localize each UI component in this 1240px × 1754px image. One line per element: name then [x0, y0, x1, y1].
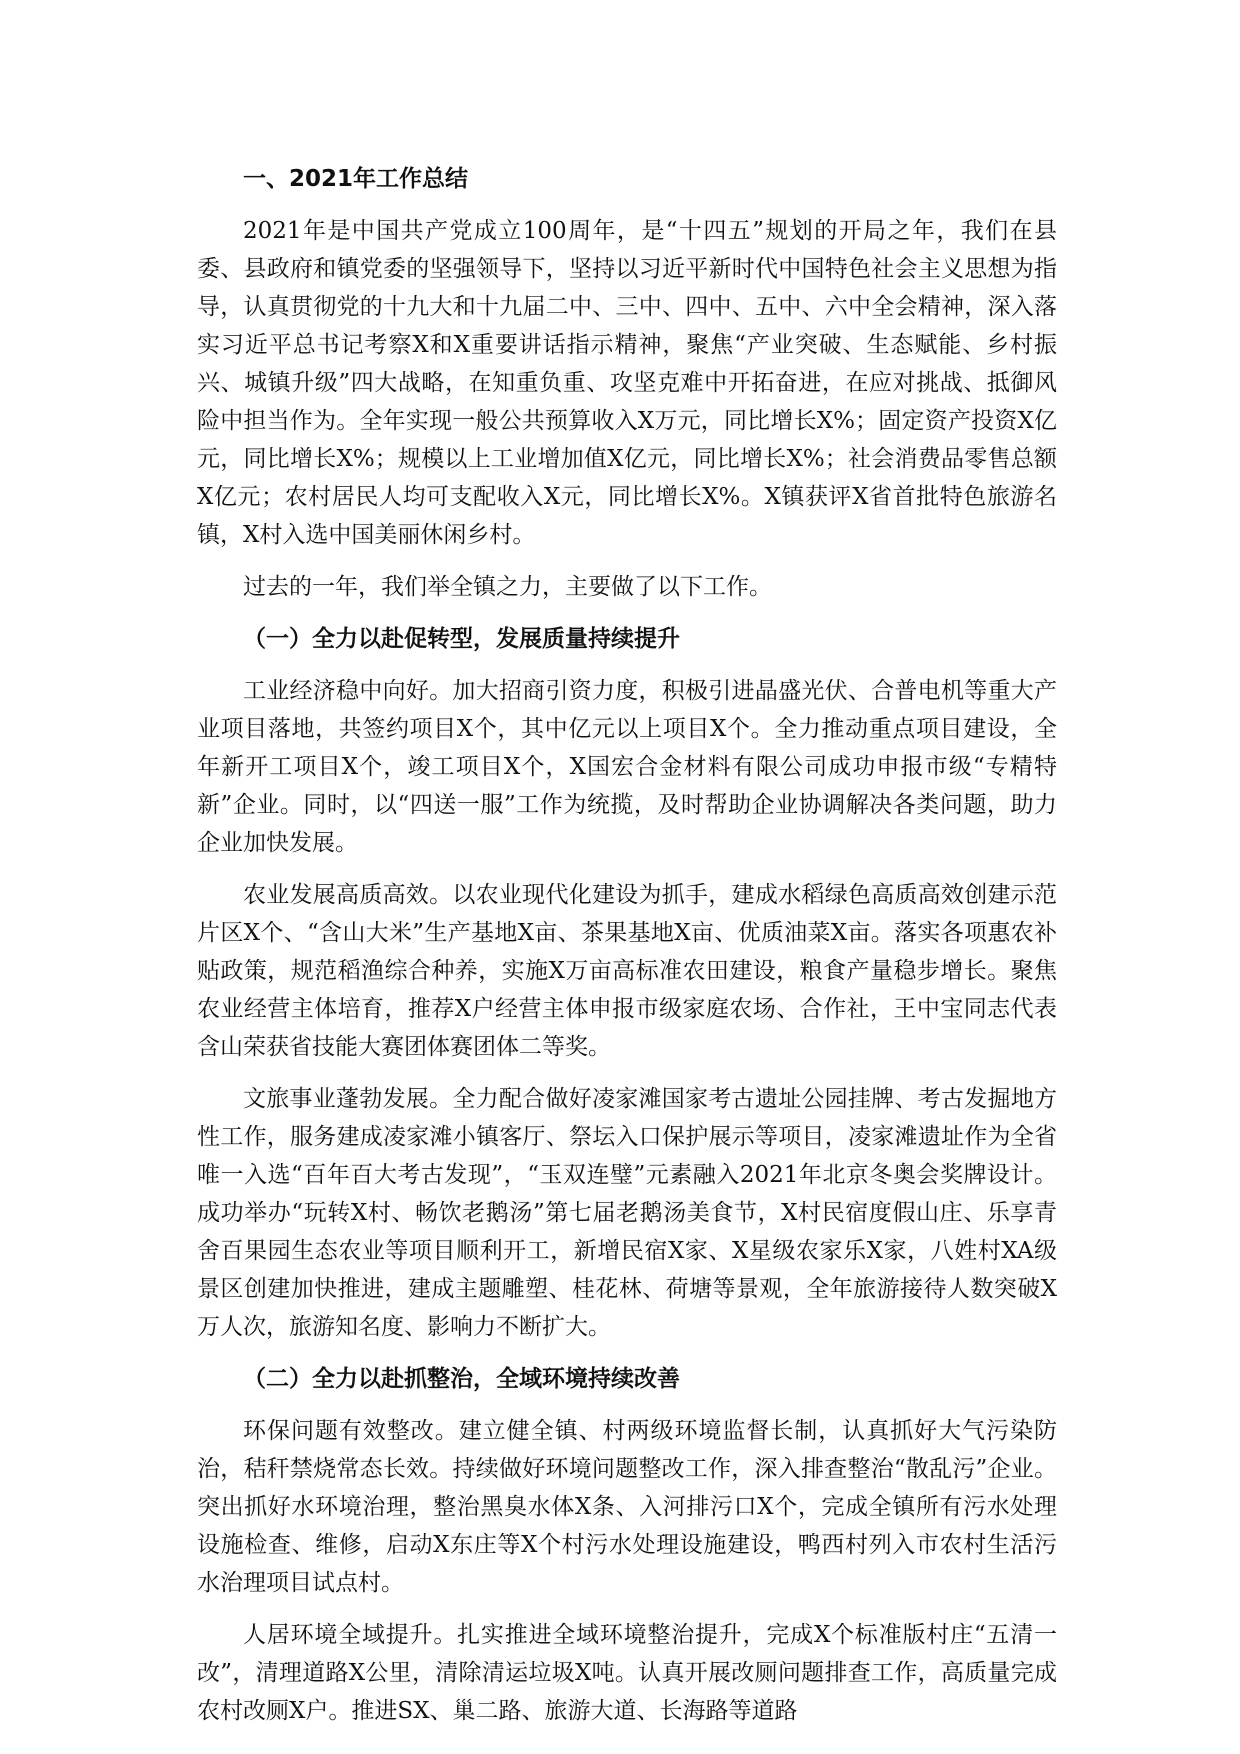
- paragraph-summary: 过去的一年，我们举全镇之力，主要做了以下工作。: [243, 574, 772, 600]
- subheading-rectification: （二）全力以赴抓整治，全域环境持续改善: [243, 1366, 680, 1392]
- subheading-transformation: （一）全力以赴促转型，发展质量持续提升: [243, 626, 680, 652]
- paragraph-agriculture: 农业发展高质高效。以农业现代化建设为抓手，建成水稻绿色高质高效创建示范片区X个、“含山大米”生产基地X亩、茶果基地X亩、优质油菜X亩。落实各项惠农补贴政策，规范稻渔综合种养，实施X万亩高标准农田建设，粮食产量稳步增长。聚焦农业经营主体培育，推荐X户经营主体申报市级家庭农场、合作社，王中宝同志代表含山荣获省技能大赛团体赛团体二等奖。: [197, 882, 1057, 1060]
- paragraph-living-environment: 人居环境全域提升。扎实推进全域环境整治提升，完成X个标准版村庄“五清一改”，清理道路X公里，清除清运垃圾X吨。认真开展改厕问题排查工作，高质量完成农村改厕X户。推进SX、巢二路、旅游大道、长海路等道路: [197, 1622, 1057, 1724]
- paragraph-industry: 工业经济稳中向好。加大招商引资力度，积极引进晶盛光伏、合普电机等重大产业项目落地，共签约项目X个，其中亿元以上项目X个。全力推动重点项目建设，全年新开工项目X个，竣工项目X个，X国宏合金材料有限公司成功申报市级“专精特新”企业。同时，以“四送一服”工作为统揽，及时帮助企业协调解决各类问题，助力企业加快发展。: [197, 678, 1057, 856]
- paragraph-culture-tourism: 文旅事业蓬勃发展。全力配合做好凌家滩国家考古遗址公园挂牌、考古发掘地方性工作，服务建成凌家滩小镇客厅、祭坛入口保护展示等项目，凌家滩遗址作为全省唯一入选“百年百大考古发现”，“玉双连璧”元素融入2021年北京冬奥会奖牌设计。成功举办“玩转X村、畅饮老鹅汤”第七届老鹅汤美食节，X村民宿度假山庄、乐享青舍百果园生态农业等项目顺利开工，新增民宿X家、X星级农家乐X家，八姓村XA级景区创建加快推进，建成主题雕塑、桂花林、荷塘等景观，全年旅游接待人数突破X万人次，旅游知名度、影响力不断扩大。: [197, 1086, 1057, 1340]
- paragraph-intro: 2021年是中国共产党成立100周年，是“十四五”规划的开局之年，我们在县委、县政府和镇党委的坚强领导下，坚持以习近平新时代中国特色社会主义思想为指导，认真贯彻党的十九大和十九届二中、三中、四中、五中、六中全会精神，深入落实习近平总书记考察X和X重要讲话指示精神，聚焦“产业突破、生态赋能、乡村振兴、城镇升级”四大战略，在知重负重、攻坚克难中开拓奋进，在应对挑战、抵御风险中担当作为。全年实现一般公共预算收入X万元，同比增长X%；固定资产投资X亿元，同比增长X%；规模以上工业增加值X亿元，同比增长X%；社会消费品零售总额X亿元；农村居民人均可支配收入X元，同比增长X%。X镇获评X省首批特色旅游名镇，X村入选中国美丽休闲乡村。: [197, 218, 1057, 548]
- document-body: [197, 160, 1057, 1744]
- paragraph-environment-issues: 环保问题有效整改。建立健全镇、村两级环境监督长制，认真抓好大气污染防治，秸秆禁烧常态长效。持续做好环境问题整改工作，深入排查整治“散乱污”企业。突出抓好水环境治理，整治黑臭水体X条、入河排污口X个，完成全镇所有污水处理设施检查、维修，启动X东庄等X个村污水处理设施建设，鸭西村列入市农村生活污水治理项目试点村。: [197, 1418, 1057, 1596]
- section-title: 一、2021年工作总结: [243, 166, 469, 192]
